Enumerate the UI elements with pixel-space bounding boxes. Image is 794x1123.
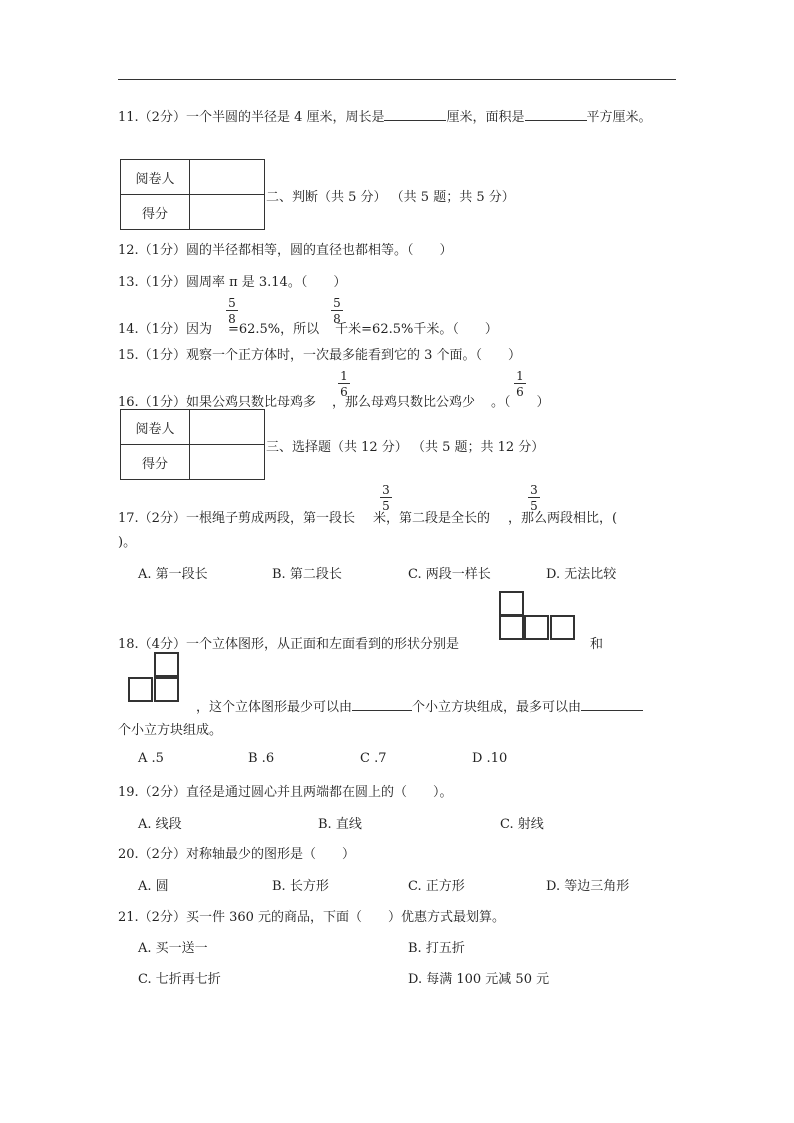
q16-fraction-2 [514,370,526,398]
q16-part-c: 。（ ） [490,395,550,410]
q16-num-1: 1 [340,369,348,383]
q14-num-1: 5 [228,296,236,310]
q14-fraction-2 [331,297,343,325]
q18-part-b: ，这个立体图形最少可以由 [196,700,353,715]
q17-den-2: 5 [530,499,538,513]
q16-part-b: ，那么母鸡只数比公鸡少 [331,395,475,410]
q17-den-1: 5 [382,499,390,513]
cube [499,615,524,640]
q14-num-2: 5 [333,296,341,310]
cube [524,615,549,640]
q18-option-c[interactable]: C .7 [360,751,387,766]
q16-den-1: 6 [340,385,348,399]
q17-option-c[interactable]: C. 两段一样长 [408,567,491,582]
q16-fraction-1 [338,370,350,398]
q14-part-a: 14.（1分）因为 [118,322,212,337]
q19-option-a[interactable]: A. 线段 [138,817,182,832]
q17-option-a[interactable]: A. 第一段长 [138,567,208,582]
cube [154,652,179,677]
q11-suffix: 平方厘米。 [586,110,652,125]
score-label: 得分 [121,445,190,480]
q14-den-1: 8 [228,312,236,326]
q11-blank-1[interactable] [384,106,446,121]
q17-option-b[interactable]: B. 第二段长 [272,567,342,582]
q18-option-a[interactable]: A .5 [138,751,164,766]
q14-den-2: 8 [333,312,341,326]
score-table-2 [120,409,265,480]
cube [499,591,524,616]
q20-option-b[interactable]: B. 长方形 [272,879,329,894]
q18-and: 和 [590,637,604,652]
q11-prefix: 11.（2分）一个半圆的半径是 4 厘米，周长是 [118,110,385,125]
q11-mid: 厘米，面积是 [446,110,525,125]
q20-option-d[interactable]: D. 等边三角形 [546,879,630,894]
q18-option-d[interactable]: D .10 [472,751,508,766]
q14-part-c: 千米=62.5%千米。（ ） [335,322,498,337]
q19-option-b[interactable]: B. 直线 [318,817,362,832]
question-13: 13.（1分）圆周率 π 是 3.14。（ ） [118,275,347,290]
q21-option-d[interactable]: D. 每满 100 元减 50 元 [408,972,550,987]
q21-option-a[interactable]: A. 买一送一 [138,941,208,956]
cube [154,677,179,702]
question-19: 19.（2分）直径是通过圆心并且两端都在圆上的（ ）。 [118,785,453,800]
question-15: 15.（1分）观察一个正方体时，一次最多能看到它的 3 个面。（ ） [118,348,521,363]
q20-option-a[interactable]: A. 圆 [138,879,169,894]
q14-part-b: =62.5%，所以 [227,322,320,337]
question-14 [118,318,498,337]
q17-fraction-1 [380,484,392,512]
q18-blank-2[interactable] [581,696,643,711]
score-label: 得分 [121,195,190,230]
q11-blank-2[interactable] [525,106,587,121]
question-16 [118,391,549,410]
score-cell[interactable] [190,445,265,480]
question-21: 21.（2分）买一件 360 元的商品，下面（ ）优惠方式最划算。 [118,910,506,925]
q17-part-a: 17.（2分）一根绳子剪成两段，第一段长 [118,511,355,526]
question-12: 12.（1分）圆的半径都相等，圆的直径也都相等。（ ） [118,243,453,258]
cube [128,677,153,702]
q17-part-c: ，那么两段相比，( [507,511,618,526]
q17-line-2: )。 [118,535,137,550]
q19-option-c[interactable]: C. 射线 [500,817,544,832]
q17-num-2: 3 [530,483,538,497]
section-2-heading: 二、判断（共 5 分） （共 5 题；共 5 分） [266,190,515,205]
reviewer-label: 阅卷人 [121,160,190,195]
q18-line-1: 18.（4分）一个立体图形，从正面和左面看到的形状分别是 [118,637,459,652]
q17-fraction-2 [528,484,540,512]
reviewer-cell[interactable] [190,160,265,195]
q21-option-b[interactable]: B. 打五折 [408,941,465,956]
header-rule [118,79,676,80]
q20-option-c[interactable]: C. 正方形 [408,879,465,894]
q17-num-1: 3 [382,483,390,497]
question-20: 20.（2分）对称轴最少的图形是（ ） [118,847,355,862]
q21-option-c[interactable]: C. 七折再七折 [138,972,221,987]
reviewer-label: 阅卷人 [121,410,190,445]
q16-num-2: 1 [516,369,524,383]
question-11 [118,106,652,125]
q18-part-c: 个小立方块组成，最多可以由 [412,700,582,715]
question-17 [118,507,617,526]
q16-den-2: 6 [516,385,524,399]
q14-fraction-1 [226,297,238,325]
score-table-1 [120,159,265,230]
section-3-heading: 三、选择题（共 12 分） （共 5 题；共 12 分） [266,440,545,455]
score-cell[interactable] [190,195,265,230]
cube [550,615,575,640]
q18-option-b[interactable]: B .6 [248,751,275,766]
q18-line-2 [196,696,643,715]
q18-line-3: 个小立方块组成。 [118,723,223,738]
q16-part-a: 16.（1分）如果公鸡只数比母鸡多 [118,395,316,410]
q18-blank-1[interactable] [352,696,412,711]
q17-option-d[interactable]: D. 无法比较 [546,567,617,582]
q17-part-b: 米，第二段是全长的 [372,511,490,526]
reviewer-cell[interactable] [190,410,265,445]
